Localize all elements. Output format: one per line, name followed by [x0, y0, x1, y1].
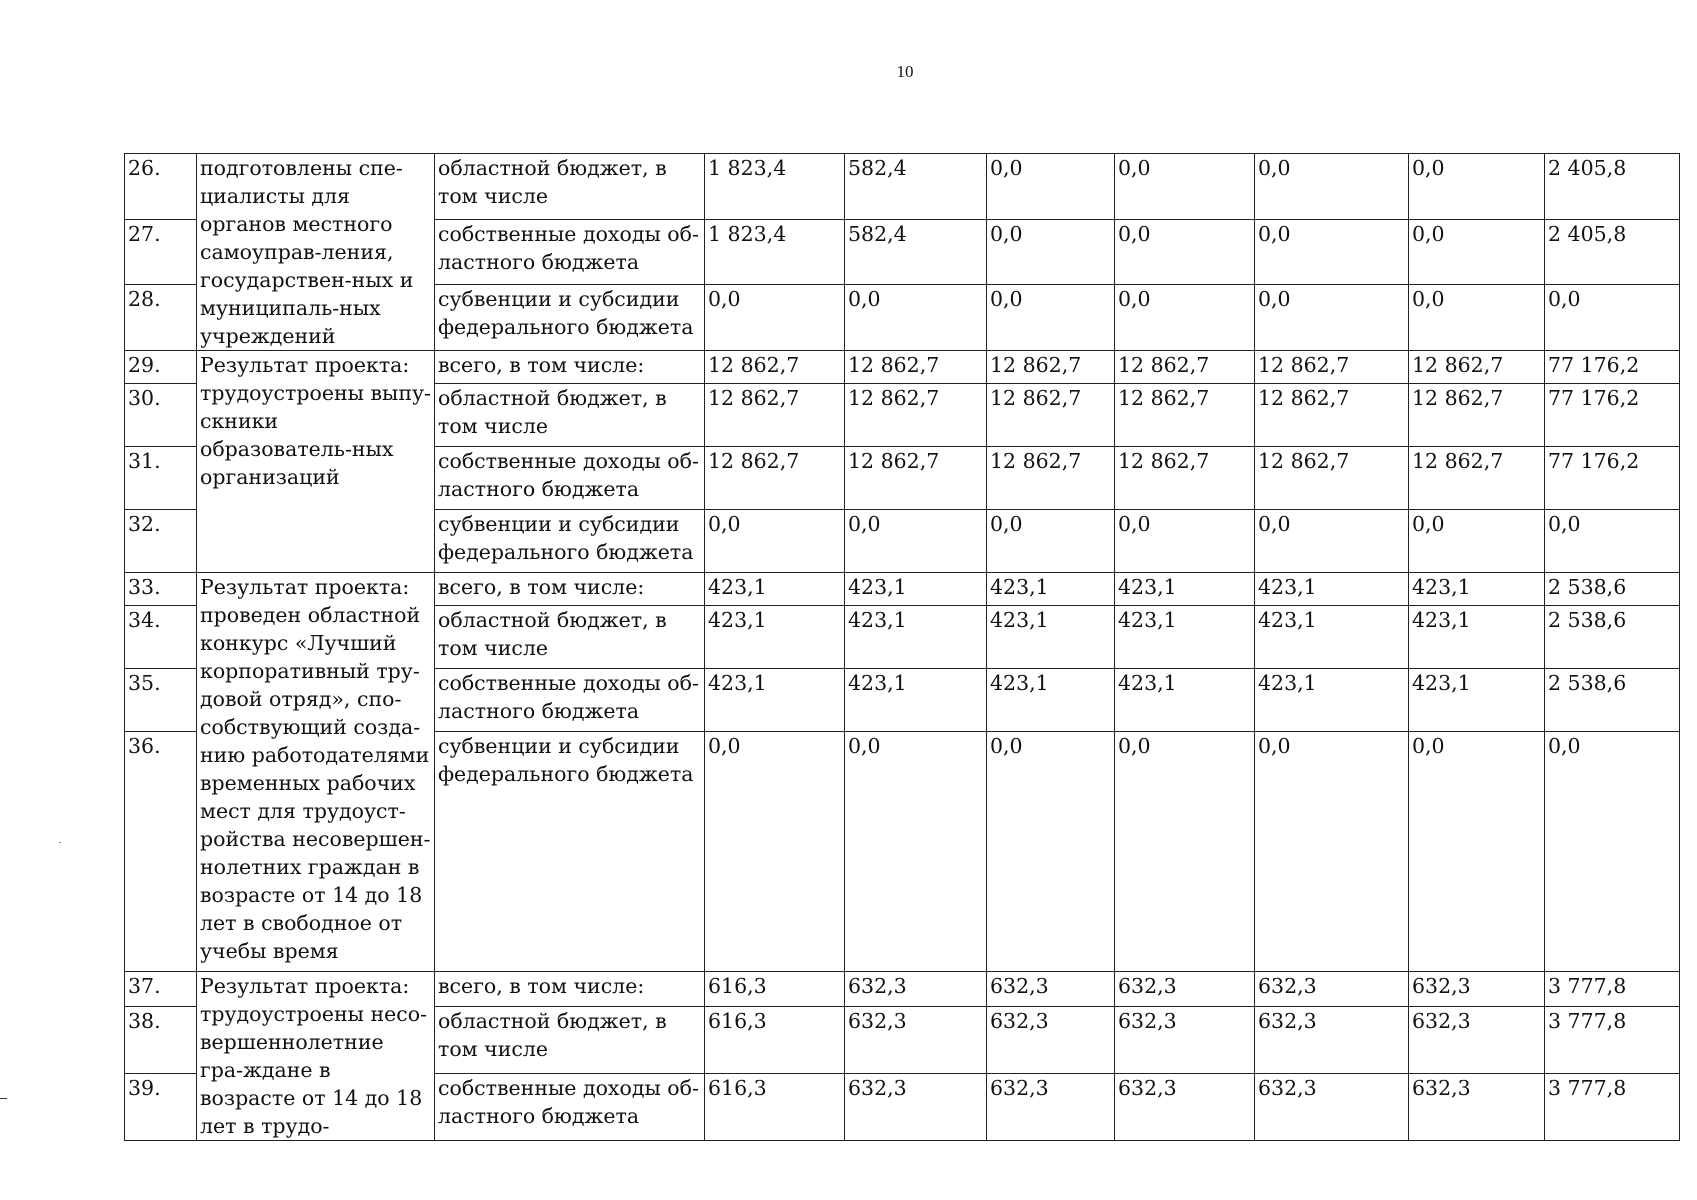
row-number: 38. — [125, 1007, 197, 1074]
year-value: 0,0 — [845, 285, 987, 351]
year-value: 12 862,7 — [1115, 447, 1255, 510]
year-value: 12 862,7 — [705, 447, 845, 510]
year-value: 0,0 — [845, 732, 987, 972]
total-value: 77 176,2 — [1545, 384, 1680, 447]
year-value: 423,1 — [987, 573, 1115, 606]
year-value: 12 862,7 — [1255, 351, 1409, 384]
year-value: 0,0 — [1409, 732, 1545, 972]
year-value: 632,3 — [845, 1074, 987, 1141]
row-number: 30. — [125, 384, 197, 447]
total-value: 2 405,8 — [1545, 219, 1680, 285]
year-value: 423,1 — [1255, 669, 1409, 732]
total-value: 2 538,6 — [1545, 606, 1680, 669]
funding-source: областной бюджет, в том числе — [435, 384, 705, 447]
total-value: 2 538,6 — [1545, 669, 1680, 732]
row-number: 39. — [125, 1074, 197, 1141]
year-value: 632,3 — [1409, 972, 1545, 1007]
year-value: 12 862,7 — [1255, 447, 1409, 510]
year-value: 0,0 — [987, 510, 1115, 573]
funding-source: всего, в том числе: — [435, 351, 705, 384]
funding-source: субвенции и субсидии федерального бюджета — [435, 285, 705, 351]
year-value: 632,3 — [1255, 972, 1409, 1007]
year-value: 632,3 — [987, 1007, 1115, 1074]
row-number: 33. — [125, 573, 197, 606]
year-value: 423,1 — [1255, 573, 1409, 606]
year-value: 632,3 — [1115, 972, 1255, 1007]
year-value: 12 862,7 — [987, 384, 1115, 447]
year-value: 423,1 — [1255, 606, 1409, 669]
year-value: 1 823,4 — [705, 219, 845, 285]
year-value: 0,0 — [1409, 510, 1545, 573]
result-description: Результат проекта: трудоустроены выпу-скники образователь-ных организаций — [197, 351, 435, 573]
row-number: 32. — [125, 510, 197, 573]
year-value: 12 862,7 — [845, 384, 987, 447]
year-value: 12 862,7 — [987, 351, 1115, 384]
row-number: 26. — [125, 154, 197, 220]
year-value: 0,0 — [845, 510, 987, 573]
year-value: 12 862,7 — [705, 384, 845, 447]
year-value: 423,1 — [845, 606, 987, 669]
year-value: 0,0 — [987, 285, 1115, 351]
row-number: 35. — [125, 669, 197, 732]
year-value: 423,1 — [987, 606, 1115, 669]
year-value: 0,0 — [705, 732, 845, 972]
year-value: 0,0 — [705, 510, 845, 573]
year-value: 616,3 — [705, 1074, 845, 1141]
year-value: 423,1 — [1115, 573, 1255, 606]
total-value: 0,0 — [1545, 510, 1680, 573]
table-row — [125, 154, 1680, 220]
year-value: 423,1 — [705, 606, 845, 669]
year-value: 0,0 — [1409, 154, 1545, 220]
year-value: 0,0 — [1115, 219, 1255, 285]
year-value: 0,0 — [987, 154, 1115, 220]
year-value: 632,3 — [1255, 1074, 1409, 1141]
funding-source: собственные доходы об-ластного бюджета — [435, 1074, 705, 1141]
total-value: 0,0 — [1545, 732, 1680, 972]
year-value: 0,0 — [1255, 285, 1409, 351]
year-value: 616,3 — [705, 972, 845, 1007]
total-value: 3 777,8 — [1545, 972, 1680, 1007]
year-value: 423,1 — [705, 573, 845, 606]
year-value: 12 862,7 — [1409, 384, 1545, 447]
funding-source: субвенции и субсидии федерального бюджета — [435, 510, 705, 573]
funding-source: областной бюджет, в том числе — [435, 606, 705, 669]
year-value: 423,1 — [1409, 606, 1545, 669]
year-value: 632,3 — [1255, 1007, 1409, 1074]
year-value: 423,1 — [1409, 669, 1545, 732]
year-value: 0,0 — [1255, 219, 1409, 285]
year-value: 632,3 — [1409, 1007, 1545, 1074]
row-number: 27. — [125, 219, 197, 285]
total-value: 2 405,8 — [1545, 154, 1680, 220]
table-row — [125, 972, 1680, 1007]
funding-source: субвенции и субсидии федерального бюджета — [435, 732, 705, 972]
year-value: 0,0 — [1115, 154, 1255, 220]
total-value: 77 176,2 — [1545, 351, 1680, 384]
total-value: 2 538,6 — [1545, 573, 1680, 606]
table-body — [125, 154, 1680, 1141]
row-number: 29. — [125, 351, 197, 384]
year-value: 582,4 — [845, 154, 987, 220]
row-number: 37. — [125, 972, 197, 1007]
funding-source: собственные доходы об-ластного бюджета — [435, 669, 705, 732]
year-value: 0,0 — [1255, 510, 1409, 573]
table-row — [125, 351, 1680, 384]
row-number: 36. — [125, 732, 197, 972]
row-number: 28. — [125, 285, 197, 351]
scan-speck — [59, 842, 61, 843]
year-value: 632,3 — [1115, 1074, 1255, 1141]
result-description: подготовлены спе-циалисты для органов местного самоуправ-ления, государствен-ных и муниципаль-ных учреждений — [197, 154, 435, 351]
year-value: 12 862,7 — [845, 447, 987, 510]
year-value: 423,1 — [1115, 606, 1255, 669]
year-value: 0,0 — [705, 285, 845, 351]
year-value: 12 862,7 — [705, 351, 845, 384]
funding-source: областной бюджет, в том числе — [435, 154, 705, 220]
page-number: 10 — [896, 62, 914, 81]
year-value: 616,3 — [705, 1007, 845, 1074]
year-value: 12 862,7 — [1115, 351, 1255, 384]
year-value: 0,0 — [1115, 732, 1255, 972]
result-description: Результат проекта: проведен областной конкурс «Лучший корпоративный тру-довой отряд», спо-собствующий созда-нию работодателями временных рабочих мест для трудоуст-ройства несовершен-нолетних граждан в возрасте от 14 до 18 лет в свободное от учебы время — [197, 573, 435, 972]
year-value: 632,3 — [1409, 1074, 1545, 1141]
year-value: 423,1 — [845, 573, 987, 606]
year-value: 1 823,4 — [705, 154, 845, 220]
total-value: 77 176,2 — [1545, 447, 1680, 510]
year-value: 12 862,7 — [1255, 384, 1409, 447]
row-number: 34. — [125, 606, 197, 669]
funding-source: собственные доходы об-ластного бюджета — [435, 219, 705, 285]
year-value: 423,1 — [845, 669, 987, 732]
total-value: 3 777,8 — [1545, 1007, 1680, 1074]
year-value: 0,0 — [1409, 285, 1545, 351]
year-value: 12 862,7 — [987, 447, 1115, 510]
result-description: Результат проекта: трудоустроены несо-вершеннолетние гра-ждане в возрасте от 14 до 18 лет в трудо- — [197, 972, 435, 1141]
year-value: 0,0 — [1115, 285, 1255, 351]
year-value: 0,0 — [1255, 154, 1409, 220]
year-value: 12 862,7 — [1115, 384, 1255, 447]
total-value: 0,0 — [1545, 285, 1680, 351]
year-value: 12 862,7 — [1409, 351, 1545, 384]
total-value: 3 777,8 — [1545, 1074, 1680, 1141]
year-value: 632,3 — [987, 972, 1115, 1007]
funding-source: всего, в том числе: — [435, 972, 705, 1007]
year-value: 582,4 — [845, 219, 987, 285]
year-value: 12 862,7 — [1409, 447, 1545, 510]
funding-source: собственные доходы об-ластного бюджета — [435, 447, 705, 510]
table-row — [125, 573, 1680, 606]
year-value: 423,1 — [1409, 573, 1545, 606]
year-value: 0,0 — [1255, 732, 1409, 972]
year-value: 0,0 — [987, 732, 1115, 972]
funding-source: областной бюджет, в том числе — [435, 1007, 705, 1074]
budget-table — [124, 153, 1680, 1141]
year-value: 0,0 — [987, 219, 1115, 285]
year-value: 632,3 — [987, 1074, 1115, 1141]
year-value: 632,3 — [1115, 1007, 1255, 1074]
margin-mark — [0, 1098, 7, 1099]
year-value: 12 862,7 — [845, 351, 987, 384]
year-value: 423,1 — [987, 669, 1115, 732]
year-value: 0,0 — [1115, 510, 1255, 573]
year-value: 0,0 — [1409, 219, 1545, 285]
year-value: 632,3 — [845, 972, 987, 1007]
year-value: 423,1 — [1115, 669, 1255, 732]
year-value: 423,1 — [705, 669, 845, 732]
funding-source: всего, в том числе: — [435, 573, 705, 606]
row-number: 31. — [125, 447, 197, 510]
year-value: 632,3 — [845, 1007, 987, 1074]
